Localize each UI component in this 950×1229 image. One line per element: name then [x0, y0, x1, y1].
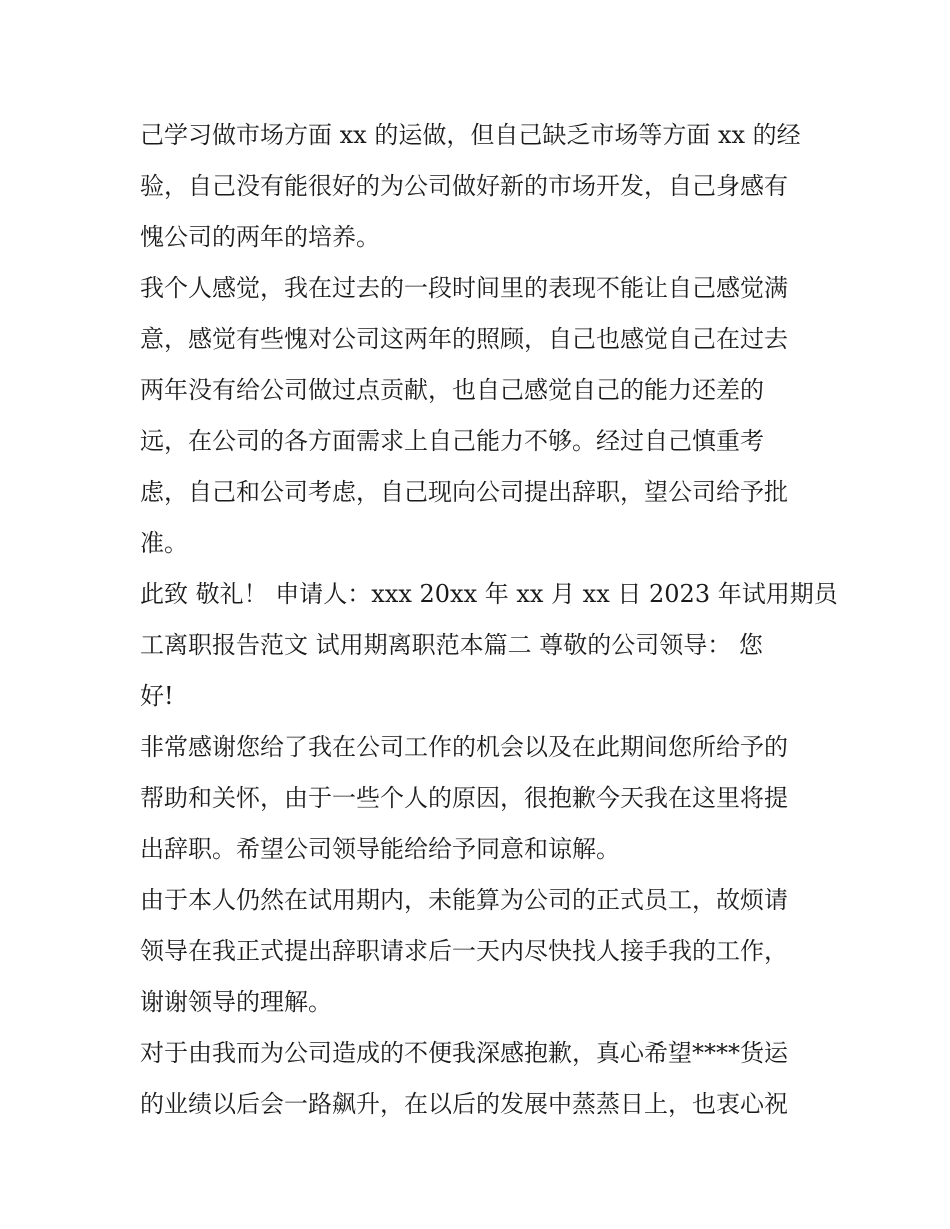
text-line: 远，在公司的各方面需求上自己能力不够。经过自己慎重考	[140, 427, 764, 455]
text-line: 由于本人仍然在试用期内，未能算为公司的正式员工，故烦请	[140, 886, 788, 914]
paragraph	[140, 263, 820, 569]
text-line: 非常感谢您给了我在公司工作的机会以及在此期间您所给予的	[140, 733, 788, 761]
paragraph	[140, 875, 820, 1028]
text-line: 我个人感觉，我在过去的一段时间里的表现不能让自己感觉满	[140, 274, 788, 302]
text-line: 出辞职。希望公司领导能给给予同意和谅解。	[140, 835, 620, 863]
paragraph	[140, 1028, 820, 1130]
text-line: 愧公司的两年的培养。	[140, 223, 380, 251]
paragraph	[140, 722, 820, 875]
text-line: 意，感觉有些愧对公司这两年的照顾，自己也感觉自己在过去	[140, 325, 788, 353]
text-line: 对于由我而为公司造成的不便我深感抱歉，真心希望****货运	[140, 1039, 788, 1067]
paragraph	[140, 110, 820, 263]
text-line: 两年没有给公司做过点贡献，也自己感觉自己的能力还差的	[140, 376, 764, 404]
text-line: 虑，自己和公司考虑，自己现向公司提出辞职，望公司给予批	[140, 478, 788, 506]
text-line: 谢谢领导的理解。	[140, 988, 332, 1016]
text-line: 验，自己没有能很好的为公司做好新的市场开发，自己身感有	[140, 172, 788, 200]
text-line: 工离职报告范文 试用期离职范本篇二 尊敬的公司领导： 您	[140, 631, 763, 659]
text-line: 此致 敬礼！ 申请人：xxx 20xx 年 xx 月 xx 日 2023 年试用期员	[140, 580, 838, 608]
text-line: 己学习做市场方面 xx 的运做，但自己缺乏市场等方面 xx 的经	[140, 121, 801, 149]
document-body	[140, 110, 838, 1130]
text-line: 领导在我正式提出辞职请求后一天内尽快找人接手我的工作，	[140, 937, 788, 965]
text-line: 好!	[140, 682, 174, 710]
text-line: 帮助和关怀，由于一些个人的原因，很抱歉今天我在这里将提	[140, 784, 788, 812]
text-line: 准。	[140, 529, 188, 557]
text-line: 的业绩以后会一路飙升，在以后的发展中蒸蒸日上，也衷心祝	[140, 1090, 788, 1118]
paragraph	[140, 569, 838, 722]
